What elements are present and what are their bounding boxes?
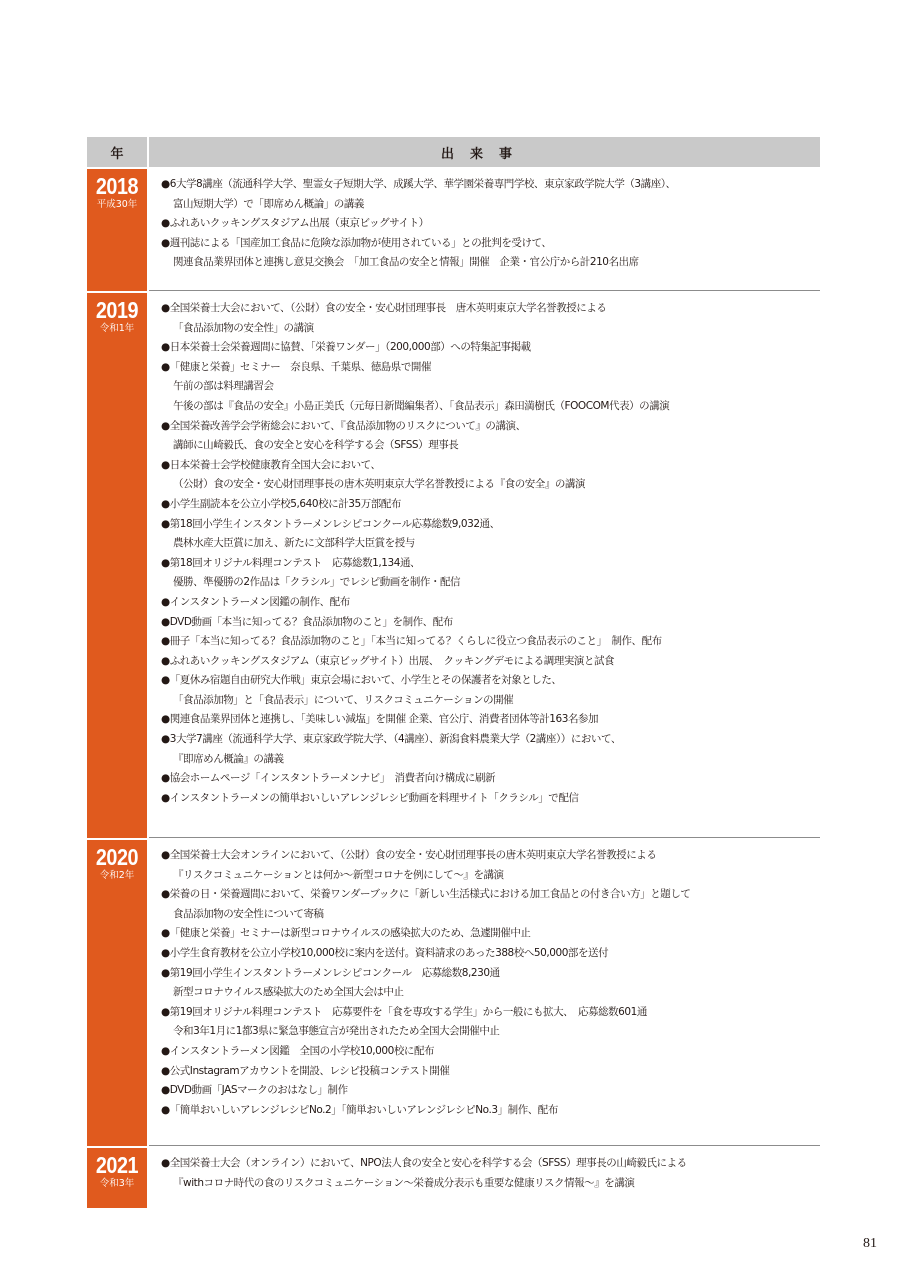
event-item — [161, 1003, 820, 1042]
year-row — [87, 840, 820, 1146]
event-line: ●日本栄養士会学校健康教育全国大会において、 — [161, 458, 381, 471]
event-line: 『withコロナ時代の食のリスクコミュニケーション～栄養成分表示も重要な健康リスク情報～』を講演 — [173, 1176, 635, 1189]
event-line: ●協会ホームページ「インスタントラーメンナビ」 消費者向け構成に刷新 — [161, 772, 496, 785]
event-item — [161, 671, 820, 710]
event-line: ●ふれあいクッキングスタジアム（東京ビッグサイト）出展、 クッキングデモによる調理実演と試食 — [161, 654, 615, 667]
event-item — [161, 495, 820, 515]
event-line: ●6大学8講座（流通科学大学、聖霊女子短期大学、成蹊大学、華学園栄養専門学校、東京家政学院大学（3講座）、 — [161, 178, 676, 190]
event-list — [149, 840, 820, 1120]
event-line: ●週刊誌による「国産加工食品に危険な添加物が使用されている」との批判を受けて、 — [161, 236, 552, 249]
era-label: 令和1年 — [99, 323, 135, 334]
page-number: 81 — [863, 1236, 877, 1251]
event-item — [161, 964, 820, 1003]
event-item — [161, 1062, 820, 1082]
year-number: 2021 — [95, 1152, 139, 1178]
event-line: ●冊子「本当に知ってる？食品添加物のこと」「本当に知ってる？くらしに役立つ食品表示のこと」 制作、配布 — [161, 635, 662, 648]
event-line: ●ふれあいクッキングスタジアム出展（東京ビッグサイト） — [161, 217, 429, 230]
event-list — [149, 1148, 820, 1193]
event-line: 「食品添加物」と「食品表示」について、リスクコミュニケーションの開催 — [173, 693, 514, 706]
events-cell — [149, 1148, 820, 1208]
year-cell — [87, 840, 147, 1146]
year-column-header: 年 — [87, 137, 147, 167]
event-line: ●第19回小学生インスタントラーメンレシピコンクール 応募総数8,230通 — [161, 966, 500, 979]
era-label: 令和2年 — [99, 870, 135, 881]
event-line: 『リスクコミュニケーションとは何か～新型コロナを例にして～』を講演 — [173, 868, 504, 881]
event-line: ●日本栄養士会栄養週間に協賛、「栄養ワンダー」（200,000部）への特集記事掲載 — [161, 341, 531, 354]
event-item — [161, 924, 820, 944]
event-line: ●第18回オリジナル料理コンテスト 応募総数1,134通、 — [161, 556, 421, 569]
event-line: ●第18回小学生インスタントラーメンレシピコンクール応募総数9,032通、 — [161, 517, 500, 530]
event-line: 優勝、準優勝の2作品は「クラシル」でレシピ動画を制作・配信 — [173, 576, 461, 589]
event-item — [161, 769, 820, 789]
event-line: 令和3年1月に1都3県に緊急事態宣言が発出されたため全国大会開催中止 — [173, 1025, 500, 1038]
event-line: ●公式Instagramアカウントを開設、レシピ投稿コンテスト開催 — [161, 1064, 450, 1077]
events-cell — [149, 169, 820, 291]
event-line: ●全国栄養士大会において、（公財）食の安全・安心財団理事長 唐木英明東京大学名誉教授による — [161, 302, 607, 314]
event-line: ●関連食品業界団体と連携し、「美味しい減塩」を開催 企業、官公庁、消費者団体等計163名参加 — [161, 713, 599, 726]
event-item — [161, 214, 820, 234]
event-item — [161, 593, 820, 613]
event-line: 関連食品業界団体と連携し意見交換会 「加工食品の安全と情報」開催 企業・官公庁から計210名出席 — [173, 256, 639, 269]
event-item — [161, 846, 820, 885]
event-line: ●インスタントラーメン図鑑 全国の小学校10,000校に配布 — [161, 1044, 435, 1057]
event-item — [161, 358, 820, 417]
event-item — [161, 515, 820, 554]
event-line: 講師に山崎毅氏、食の安全と安心を科学する会（SFSS）理事長 — [173, 439, 459, 452]
era-label: 令和3年 — [99, 1178, 135, 1189]
event-item — [161, 338, 820, 358]
event-item — [161, 944, 820, 964]
event-line: ●栄養の日・栄養週間において、栄養ワンダーブックに「新しい生活様式における加工食品との付き合い方」と題して — [161, 888, 691, 901]
event-line: ●「夏休み宿題自由研究大作戦」東京会場において、小学生とその保護者を対象とした、 — [161, 674, 562, 687]
event-line: ●インスタントラーメンの簡単おいしいアレンジレシピ動画を料理サイト「クラシル」で配信 — [161, 791, 579, 804]
event-line: ●DVD動画「本当に知ってる？食品添加物のこと」を制作、配布 — [161, 615, 453, 628]
event-item — [161, 632, 820, 652]
event-line: ●「健康と栄養」セミナーは新型コロナウイルスの感染拡大のため、急遽開催中止 — [161, 927, 531, 940]
event-item — [161, 554, 820, 593]
year-row — [87, 293, 820, 838]
events-cell — [149, 840, 820, 1146]
year-number: 2018 — [95, 173, 139, 199]
event-item — [161, 710, 820, 730]
year-number: 2020 — [95, 844, 139, 870]
event-line: 「食品添加物の安全性」の講演 — [173, 321, 314, 334]
event-item — [161, 234, 820, 273]
year-cell — [87, 293, 147, 838]
year-cell — [87, 169, 147, 291]
event-item — [161, 789, 820, 809]
event-line: ●全国栄養士大会（オンライン）において、NPO法人食の安全と安心を科学する会（SFSS）理事長の山崎毅氏による — [161, 1157, 687, 1169]
event-line: 午前の部は料理講習会 — [173, 380, 274, 393]
event-item — [161, 1101, 820, 1121]
year-row — [87, 1148, 820, 1208]
table-header — [87, 137, 820, 167]
era-label: 平成30年 — [96, 199, 138, 210]
event-line: （公財）食の安全・安心財団理事長の唐木英明東京大学名誉教授による『食の安全』の講演 — [173, 478, 586, 491]
event-item — [161, 456, 820, 495]
event-line: ●小学生食育教材を公立小学校10,000校に案内を送付。資料請求のあった388校へ50,000部を送付 — [161, 946, 609, 959]
event-item — [161, 613, 820, 633]
event-line: ●全国栄養士大会オンラインにおいて、（公財）食の安全・安心財団理事長の唐木英明東京大学名誉教授による — [161, 849, 657, 861]
event-line: ●第19回オリジナル料理コンテスト 応募要件を「食を専攻する学生」から一般にも拡大、 応募総数601通 — [161, 1005, 647, 1018]
event-item — [161, 730, 820, 769]
event-line: 午後の部は『食品の安全』小島正美氏（元毎日新聞編集者）、「食品表示」森田満樹氏（FOOCOM代表）の講演 — [173, 399, 670, 412]
event-item — [161, 885, 820, 924]
event-item — [161, 175, 820, 214]
event-line: ●全国栄養改善学会学術総会において、『食品添加物のリスクについて』の講演、 — [161, 419, 526, 432]
event-line: 食品添加物の安全性について寄稿 — [173, 907, 324, 920]
event-line: ●「健康と栄養」セミナー 奈良県、千葉県、徳島県で開催 — [161, 360, 432, 373]
event-line: ●小学生副読本を公立小学校5,640校に計35万部配布 — [161, 497, 401, 510]
event-list — [149, 169, 820, 273]
event-line: 富山短期大学）で「即席めん概論」の講義 — [173, 197, 364, 210]
year-number: 2019 — [95, 297, 139, 323]
event-item — [161, 652, 820, 672]
event-list — [149, 293, 820, 808]
year-row — [87, 169, 820, 291]
event-item — [161, 1042, 820, 1062]
year-cell — [87, 1148, 147, 1208]
history-table — [87, 137, 820, 1189]
event-line: ●DVD動画「JASマークのおはなし」制作 — [161, 1084, 348, 1097]
event-item — [161, 1081, 820, 1101]
event-item — [161, 1154, 820, 1193]
events-column-header: 出来事 — [149, 137, 820, 167]
event-line: ●インスタントラーメン図鑑の制作、配布 — [161, 595, 350, 608]
event-line: ●3大学7講座（流通科学大学、東京家政学院大学、（4講座）、新潟食料農業大学（2講座））において、 — [161, 733, 621, 746]
event-line: 新型コロナウイルス感染拡大のため全国大会は中止 — [173, 986, 404, 999]
event-line: ●「簡単おいしいアレンジレシピNo.2」「簡単おいしいアレンジレシピNo.3」制作、配布 — [161, 1103, 558, 1116]
event-line: 農林水産大臣賞に加え、新たに文部科学大臣賞を授与 — [173, 537, 415, 550]
event-item — [161, 417, 820, 456]
event-item — [161, 299, 820, 338]
event-line: 『即席めん概論』の講義 — [173, 752, 284, 765]
events-cell — [149, 293, 820, 838]
